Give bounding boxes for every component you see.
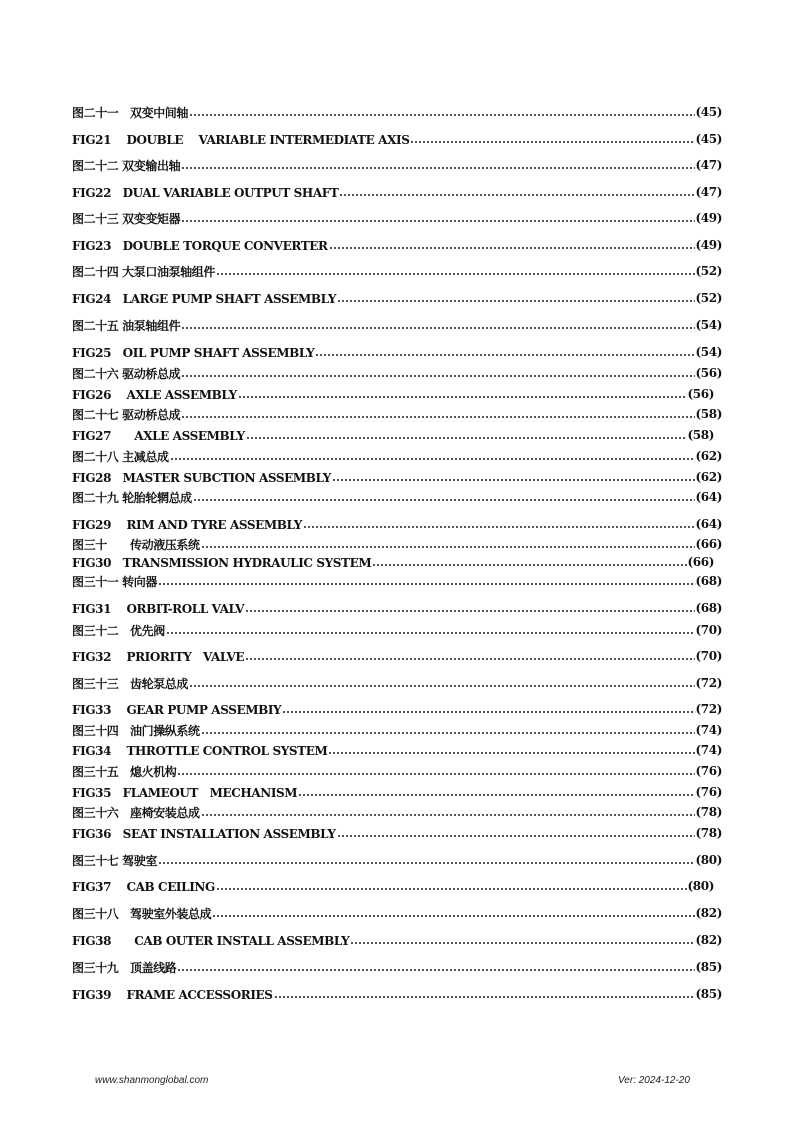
toc-entry-title: FIG32 PRIORITY VALVE (72, 649, 245, 664)
toc-dot-leader (181, 367, 694, 379)
toc-entry[interactable] (72, 600, 722, 616)
toc-entry-page-number: (64) (695, 517, 722, 531)
toc-dot-leader (282, 703, 694, 715)
toc-entry[interactable] (72, 722, 722, 738)
toc-entry-title: FIG28 MASTER SUBCTION ASSEMBLY (72, 470, 331, 485)
toc-entry[interactable] (72, 448, 722, 464)
toc-entry-page-number: (82) (695, 933, 722, 947)
toc-entry[interactable] (72, 573, 722, 589)
toc-entry[interactable] (72, 516, 722, 532)
toc-dot-leader (212, 907, 694, 919)
toc-entry[interactable] (72, 986, 722, 1002)
toc-entry-page-number: (64) (695, 490, 722, 504)
toc-entry-title: FIG25 OIL PUMP SHAFT ASSEMBLY (72, 345, 315, 360)
toc-entry-title: 图三十九 顶盖线路 (72, 960, 177, 975)
toc-entry-page-number: (66) (687, 555, 714, 569)
toc-dot-leader (189, 106, 695, 118)
toc-dot-leader (298, 786, 694, 798)
toc-entry[interactable] (72, 469, 722, 485)
toc-dot-leader (337, 292, 694, 304)
toc-entry-title: 图二十九 轮胎轮辋总成 (72, 490, 192, 505)
toc-dot-leader (337, 827, 695, 839)
toc-entry[interactable] (72, 427, 722, 443)
toc-dot-leader (303, 518, 695, 530)
toc-entry-page-number: (56) (695, 366, 722, 380)
toc-entry[interactable] (72, 804, 722, 820)
toc-entry-page-number: (58) (687, 428, 714, 442)
toc-entry[interactable] (72, 237, 722, 253)
toc-entry-title: FIG38 CAB OUTER INSTALL ASSEMBLY (72, 933, 350, 948)
toc-entry-page-number: (56) (687, 387, 714, 401)
toc-dot-leader (328, 744, 694, 756)
toc-entry-page-number: (76) (695, 785, 722, 799)
toc-dot-leader (158, 575, 695, 587)
toc-entry-title: 图二十四 大泵口油泵轴组件 (72, 264, 215, 279)
toc-dot-leader (339, 186, 694, 198)
toc-entry-title: FIG23 DOUBLE TORQUE CONVERTER (72, 238, 328, 253)
toc-entry-title: 图二十一 双变中间轴 (72, 105, 189, 120)
toc-entry[interactable] (72, 386, 722, 402)
toc-dot-leader (189, 677, 695, 689)
toc-entry-title: FIG29 RIM AND TYRE ASSEMBLY (72, 517, 302, 532)
toc-entry[interactable] (72, 104, 722, 120)
toc-entry-title: 图三十三 齿轮泵总成 (72, 676, 189, 691)
toc-entry-title: FIG34 THROTTLE CONTROL SYSTEM (72, 743, 328, 758)
toc-dot-leader (170, 450, 695, 462)
toc-dot-leader (177, 765, 694, 777)
toc-entry-title: FIG37 CAB CEILING (72, 879, 215, 894)
toc-entry[interactable] (72, 554, 722, 570)
toc-entry[interactable] (72, 290, 722, 306)
toc-entry-title: FIG22 DUAL VARIABLE OUTPUT SHAFT (72, 185, 339, 200)
toc-dot-leader (245, 602, 694, 614)
toc-dot-leader (245, 650, 694, 662)
toc-entry-page-number: (62) (695, 470, 722, 484)
toc-entry-page-number: (47) (695, 158, 722, 172)
toc-entry-title: FIG35 FLAMEOUT MECHANISM (72, 785, 298, 800)
toc-dot-leader (315, 346, 694, 358)
toc-entry[interactable] (72, 131, 722, 147)
toc-entry[interactable] (72, 878, 722, 894)
toc-entry-page-number: (70) (695, 649, 722, 663)
toc-entry[interactable] (72, 742, 722, 758)
toc-entry-page-number: (49) (695, 238, 722, 252)
toc-entry-page-number: (68) (695, 574, 722, 588)
toc-entry-page-number: (85) (695, 987, 722, 1001)
toc-dot-leader (216, 880, 687, 892)
toc-dot-leader (181, 159, 694, 171)
toc-entry-page-number: (45) (695, 132, 722, 146)
toc-dot-leader (350, 934, 694, 946)
toc-entry-page-number: (66) (695, 537, 722, 551)
toc-entry-page-number: (78) (695, 805, 722, 819)
toc-entry[interactable] (72, 675, 722, 691)
toc-entry-page-number: (45) (695, 105, 722, 119)
toc-entry-page-number: (76) (695, 764, 722, 778)
toc-entry[interactable] (72, 959, 722, 975)
toc-entry-title: FIG31 ORBIT-ROLL VALV (72, 601, 245, 616)
toc-entry[interactable] (72, 344, 722, 360)
toc-entry[interactable] (72, 157, 722, 173)
toc-dot-leader (332, 471, 695, 483)
toc-entry-page-number: (52) (695, 291, 722, 305)
toc-entry-title: 图三十二 优先阀 (72, 623, 165, 638)
toc-entry[interactable] (72, 536, 722, 552)
toc-dot-leader (372, 556, 686, 568)
toc-dot-leader (201, 806, 695, 818)
toc-entry-title: FIG21 DOUBLE VARIABLE INTERMEDIATE AXIS (72, 132, 410, 147)
toc-entry-title: FIG24 LARGE PUMP SHAFT ASSEMBLY (72, 291, 337, 306)
toc-entry-title: 图三十七 驾驶室 (72, 853, 157, 868)
toc-entry-page-number: (68) (695, 601, 722, 615)
toc-entry-title: 图三十六 座椅安装总成 (72, 805, 200, 820)
toc-dot-leader (201, 724, 695, 736)
toc-dot-leader (181, 212, 694, 224)
toc-entry[interactable] (72, 825, 722, 841)
toc-entry-title: 图三十一 转向器 (72, 574, 157, 589)
toc-entry[interactable] (72, 365, 722, 381)
toc-entry[interactable] (72, 489, 722, 505)
toc-entry[interactable] (72, 763, 722, 779)
toc-entry[interactable] (72, 406, 722, 422)
toc-entry-page-number: (54) (695, 345, 722, 359)
footer-version: Ver: 2024-12-20 (618, 1075, 690, 1086)
toc-dot-leader (181, 319, 694, 331)
footer-website: www.shanmonglobal.com (95, 1075, 209, 1086)
toc-entry[interactable] (72, 317, 722, 333)
toc-entry-title: 图二十五 油泵轴组件 (72, 318, 181, 333)
toc-entry[interactable] (72, 184, 722, 200)
toc-entry-page-number: (58) (695, 407, 722, 421)
toc-entry[interactable] (72, 905, 722, 921)
toc-entry-title: 图二十六 驱动桥总成 (72, 366, 181, 381)
toc-entry-page-number: (80) (695, 853, 722, 867)
toc-entry-page-number: (52) (695, 264, 722, 278)
toc-entry[interactable] (72, 852, 722, 868)
toc-entry-title: 图二十三 双变变矩器 (72, 211, 181, 226)
toc-entry-page-number: (78) (695, 826, 722, 840)
toc-entry-page-number: (72) (695, 676, 722, 690)
toc-dot-leader (238, 388, 687, 400)
toc-dot-leader (166, 624, 695, 636)
toc-dot-leader (246, 429, 687, 441)
toc-entry-page-number: (49) (695, 211, 722, 225)
toc-entry[interactable] (72, 701, 722, 717)
toc-entry-page-number: (82) (695, 906, 722, 920)
toc-entry-title: FIG27 AXLE ASSEMBLY (72, 428, 245, 443)
toc-entry-page-number: (72) (695, 702, 722, 716)
toc-entry-title: FIG39 FRAME ACCESSORIES (72, 987, 273, 1002)
toc-entry[interactable] (72, 932, 722, 948)
toc-entry-page-number: (47) (695, 185, 722, 199)
toc-entry[interactable] (72, 622, 722, 638)
toc-entry-title: 图三十八 驾驶室外装总成 (72, 906, 212, 921)
toc-entry-page-number: (54) (695, 318, 722, 332)
toc-dot-leader (410, 133, 694, 145)
toc-entry[interactable] (72, 210, 722, 226)
toc-entry-page-number: (62) (695, 449, 722, 463)
toc-dot-leader (201, 538, 695, 550)
toc-entry-title: FIG33 GEAR PUMP ASSEMBIY (72, 702, 282, 717)
toc-entry[interactable] (72, 263, 722, 279)
toc-dot-leader (329, 239, 695, 251)
toc-entry-title: 图二十二 双变输出轴 (72, 158, 181, 173)
toc-entry-page-number: (74) (695, 723, 722, 737)
toc-entry-title: 图二十七 驱动桥总成 (72, 407, 181, 422)
toc-dot-leader (158, 854, 695, 866)
toc-entry-title: 图三十四 油门操纵系统 (72, 723, 200, 738)
toc-dot-leader (193, 491, 695, 503)
toc-dot-leader (216, 265, 695, 277)
toc-dot-leader (177, 961, 694, 973)
toc-entry-title: FIG26 AXLE ASSEMBLY (72, 387, 237, 402)
toc-dot-leader (181, 408, 694, 420)
toc-entry-page-number: (74) (695, 743, 722, 757)
toc-entry-title: FIG30 TRANSMISSION HYDRAULIC SYSTEM (72, 555, 372, 570)
toc-entry[interactable] (72, 784, 722, 800)
toc-entry-title: 图三十五 熄火机构 (72, 764, 177, 779)
toc-dot-leader (274, 988, 695, 1000)
toc-entry-title: 图三十 传动液压系统 (72, 537, 200, 552)
toc-entry-page-number: (70) (695, 623, 722, 637)
toc-entry-title: FIG36 SEAT INSTALLATION ASSEMBLY (72, 826, 336, 841)
toc-entry[interactable] (72, 648, 722, 664)
toc-entry-title: 图二十八 主减总成 (72, 449, 169, 464)
toc-entry-page-number: (80) (687, 879, 714, 893)
toc-entry-page-number: (85) (695, 960, 722, 974)
